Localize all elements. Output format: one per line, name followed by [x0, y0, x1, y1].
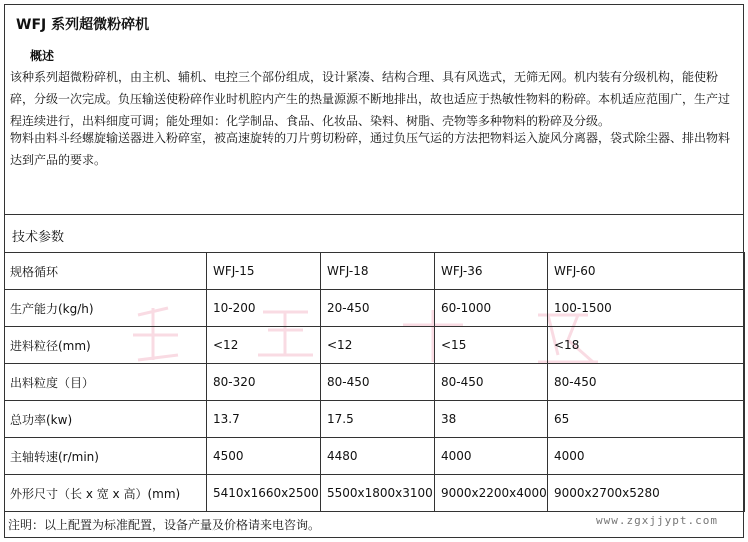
tech-params-heading: 技术参数: [12, 230, 65, 245]
table-cell: 5500x1800x3100: [321, 475, 435, 512]
table-cell: 80-450: [321, 364, 435, 401]
table-cell: 100-1500: [548, 290, 745, 327]
table-cell: 80-320: [207, 364, 321, 401]
section-divider: [4, 214, 744, 215]
table-cell: 9000x2700x5280: [548, 475, 745, 512]
table-row: [5, 364, 745, 401]
table-cell: <12: [321, 327, 435, 364]
table-cell: 4480: [321, 438, 435, 475]
table-cell: WFJ-15: [207, 253, 321, 290]
table-cell: 60-1000: [435, 290, 548, 327]
table-row: [5, 475, 745, 512]
table-cell: <15: [435, 327, 548, 364]
table-cell: 规格循环: [5, 253, 207, 290]
table-cell: 80-450: [548, 364, 745, 401]
spec-table: [4, 252, 745, 512]
table-row: [5, 327, 745, 364]
footer-note: 注明：以上配置为标准配置，设备产量及价格请来电咨询。: [8, 518, 321, 532]
table-header-row: [5, 253, 745, 290]
table-cell: 13.7: [207, 401, 321, 438]
table-cell: 外形尺寸（长 x 宽 x 高）(mm): [5, 475, 207, 512]
table-cell: 80-450: [435, 364, 548, 401]
table-cell: 出料粒度（目）: [5, 364, 207, 401]
table-cell: 20-450: [321, 290, 435, 327]
table-cell: 4500: [207, 438, 321, 475]
overview-paragraph-2: 物料由料斗经螺旋输送器进入粉碎室，被高速旋转的刀片剪切粉碎，通过负压气运的方法把物料运入旋风分离器，袋式除尘器、排出物料达到产品的要求。: [10, 131, 731, 167]
table-cell: 38: [435, 401, 548, 438]
table-cell: 4000: [435, 438, 548, 475]
table-cell: 生产能力(kg/h): [5, 290, 207, 327]
table-cell: 总功率(kw): [5, 401, 207, 438]
overview-heading: 概述: [30, 49, 55, 63]
table-cell: 主轴转速(r/min): [5, 438, 207, 475]
table-cell: WFJ-36: [435, 253, 548, 290]
table-row: [5, 401, 745, 438]
table-cell: 10-200: [207, 290, 321, 327]
table-cell: WFJ-18: [321, 253, 435, 290]
table-cell: 17.5: [321, 401, 435, 438]
table-cell: <18: [548, 327, 745, 364]
table-row: [5, 290, 745, 327]
watermark-url: www.zgxjjypt.com: [596, 514, 718, 527]
table-cell: WFJ-60: [548, 253, 745, 290]
table-cell: 进料粒径(mm): [5, 327, 207, 364]
table-cell: 4000: [548, 438, 745, 475]
table-cell: 65: [548, 401, 745, 438]
table-row: [5, 438, 745, 475]
table-cell: <12: [207, 327, 321, 364]
overview-paragraph-1: 该种系列超微粉碎机，由主机、辅机、电控三个部份组成，设计紧凑、结构合理、具有风选式，无筛无网。机内装有分级机构，能使粉碎，分级一次完成。负压输送使粉碎作业时机腔内产生的热量源源不断地排出，故也适应于热敏性物料的粉碎。本机适应范围广，生产过程连续进行，出料细度可调；能处理如：化学制品、食品、化妆品、染料、树脂、壳物等多种物料的粉碎及分级。: [10, 70, 731, 128]
table-cell: 5410x1660x2500: [207, 475, 321, 512]
table-cell: 9000x2200x4000: [435, 475, 548, 512]
document-title: WFJ 系列超微粉碎机: [16, 17, 150, 33]
